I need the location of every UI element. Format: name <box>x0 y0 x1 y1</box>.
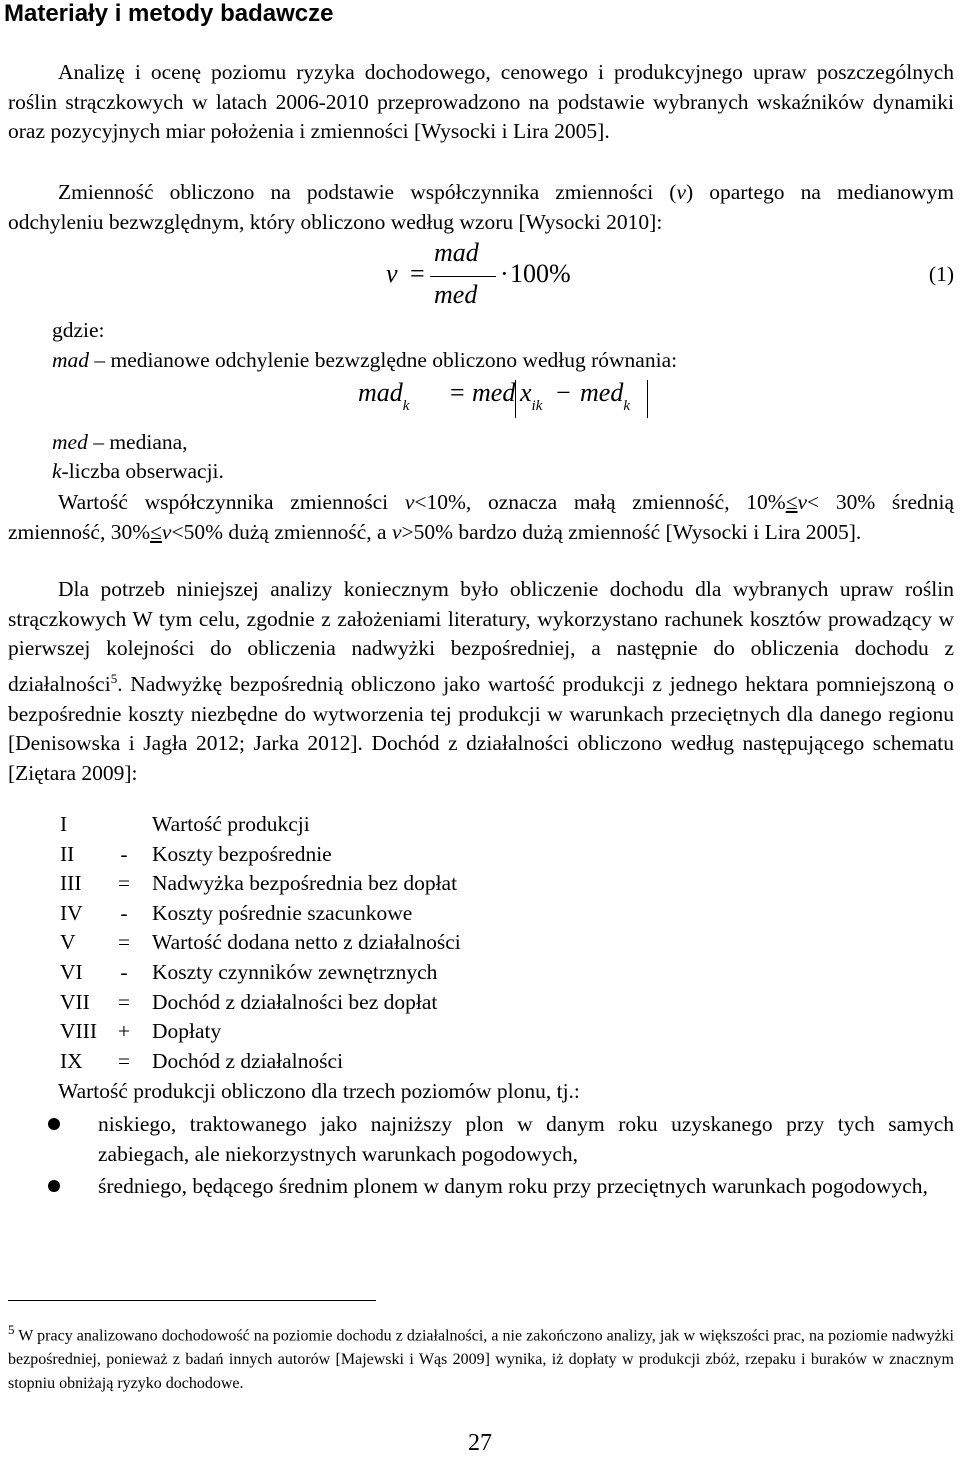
scheme-op: - <box>120 901 128 925</box>
scheme-text: Koszty czynników zewnętrznych <box>152 960 438 984</box>
paragraph-variation-text-b: ) opartego na medianowym odchyleniu bezwzględnym, który obliczono według wzoru [Wysocki 2010]: <box>8 180 955 234</box>
scheme-text: Koszty pośrednie szacunkowe <box>152 901 413 925</box>
scheme-op: = <box>117 1049 131 1073</box>
equation-2-med: med <box>472 378 516 407</box>
eq2-x-sym: x <box>520 378 532 407</box>
bullet-icon <box>48 1180 60 1192</box>
scheme-text: Dopłaty <box>152 1019 222 1043</box>
scheme-num: VI <box>60 960 83 984</box>
paragraph-variation-text-a: Zmienność obliczono na podstawie współczynnika zmienności ( <box>58 180 677 204</box>
symbol-mad: mad <box>52 348 90 372</box>
paragraph-variation <box>8 178 954 237</box>
equation-2-med2 <box>580 378 630 414</box>
variable-v: v <box>676 180 686 204</box>
bullet-item-low: niskiego, traktowanego jako najniższy plon w danym roku uzyskanego przy tych samych zabiegach, ale niekorzystnych warunkach pogodowych, <box>98 1112 954 1166</box>
scheme-num: II <box>60 842 75 866</box>
p3-text-a: Wartość współczynnika zmienności <box>58 490 405 514</box>
bullet-item-mid: średniego, będącego średnim plonem w danym roku przy przeciętnych warunkach pogodowych, <box>98 1174 928 1198</box>
equation-1-dot: · <box>500 259 509 288</box>
fraction-bar <box>430 276 496 277</box>
p3-v4: v <box>391 519 402 544</box>
levels-intro: Wartość produkcji obliczono dla trzech poziomów plonu, tj.: <box>58 1079 580 1103</box>
p3-v2: v <box>797 490 808 514</box>
scheme-text: Nadwyżka bezpośrednia bez dopłat <box>152 871 458 895</box>
footnote-separator <box>8 1300 376 1301</box>
scheme-text: Wartość dodana netto z działalności <box>152 930 461 954</box>
paragraph-thresholds <box>8 488 954 547</box>
definition-med <box>52 430 188 455</box>
scheme-text: Wartość produkcji <box>152 812 310 836</box>
equation-2-equals: = <box>450 378 465 407</box>
symbol-med: med <box>52 430 88 454</box>
definition-k-text: -liczba obserwacji. <box>61 459 224 483</box>
paragraph-intro-text: Analizę i ocenę poziomu ryzyka dochodowego, cenowego i produkcyjnego upraw poszczególnych roślin strączkowych w latach 2006-2010 przeprowadzono na podstawie wybranych wskaźników dynamiki oraz pozycyjnych miar położenia i zmienności [Wysocki i Lira 2005]. <box>8 60 954 144</box>
p3-v3: v <box>161 519 172 544</box>
equation-2-mad <box>358 378 410 414</box>
equation-2 <box>358 378 658 422</box>
scheme-num: IV <box>60 901 83 925</box>
paragraph-intro <box>8 58 954 147</box>
eq2-sub-k: k <box>402 398 410 414</box>
scheme-op: = <box>117 930 131 954</box>
definition-k <box>52 459 224 484</box>
scheme-op: = <box>117 871 131 895</box>
where-label: gdzie: <box>52 318 105 342</box>
p4-text-b: . Nadwyżkę bezpośrednią obliczono jako wartość produkcji z jednego hektara pomniejszoną o bezpośrednie koszty niezbędne do wytworzenia tej produkcji w warunkach przeciętnych dla danego regionu [Denisowska i Jagła 2012; Jarka 2012]. Dochód z działalności obliczono według następującego schematu [Ziętara 2009]: <box>8 671 954 785</box>
definition-mad-text: – medianowe odchylenie bezwzględne obliczono według równania: <box>89 348 678 372</box>
eq2-med2-sym: med <box>580 378 624 407</box>
scheme-op: = <box>117 990 131 1014</box>
equation-1 <box>370 238 610 320</box>
eq2-sub-k2: k <box>623 398 630 414</box>
page-number: 27 <box>468 1430 492 1456</box>
scheme-num: IX <box>60 1049 83 1073</box>
equation-1-factor: 100% <box>510 259 571 288</box>
scheme-text: Koszty bezpośrednie <box>152 842 332 866</box>
paragraph-income <box>8 575 954 788</box>
abs-bar-left <box>515 380 516 418</box>
equation-1-equals: = <box>410 259 425 288</box>
p3-text-d: <50% dużą zmienność, a <box>171 519 392 544</box>
p3-text-c: < 30% średnią zmienność, 30% <box>8 490 955 544</box>
scheme-num: III <box>60 871 82 895</box>
scheme-num: I <box>60 812 68 836</box>
equation-2-minus: − <box>556 378 571 407</box>
equation-1-numerator: mad <box>434 238 479 267</box>
equation-2-x <box>520 378 543 414</box>
footnote <box>8 1318 954 1396</box>
footnote-ref[interactable]: 5 <box>110 670 118 686</box>
eq2-sub-ik: ik <box>531 398 543 414</box>
definition-mad <box>52 348 677 373</box>
bullet-icon <box>48 1118 60 1130</box>
scheme-op: + <box>117 1019 131 1043</box>
scheme-op: - <box>120 960 128 984</box>
footnote-text: W pracy analizowano dochodowość na poziomie dochodu z działalności, a nie zakończono analizy, jak w większości prac, na poziomie nadwyżki bezpośredniej, ponieważ z badań innych autorów [Majewski i Wąs 2009] wynika, iż dopłaty w produkcji zbóż, rzepaku i buraków w znacznym stopniu obniżają ryzyko dochodowe. <box>8 1327 954 1393</box>
equation-1-lhs: v <box>386 259 398 288</box>
p3-le2: ≤ <box>150 519 162 544</box>
definition-med-text: – mediana, <box>87 430 188 454</box>
p4-text-a: Dla potrzeb niniejszej analizy koniecznym było obliczenie dochodu dla wybranych upraw roślin strączkowych W tym celu, zgodnie z założeniami literatury, wykorzystano rachunek kosztów prowadzący w pierwszej kolejności do obliczenia nadwyżki bezpośredniej, a następnie do obliczenia dochodu z działalności <box>8 577 954 696</box>
equation-1-number: (1) <box>928 262 954 286</box>
abs-bar-right <box>647 380 648 418</box>
p3-v1: v <box>404 490 415 514</box>
footnote-number: 5 <box>8 1322 15 1337</box>
scheme-op: - <box>120 842 128 866</box>
p3-le1: ≤ <box>785 490 798 514</box>
section-heading: Materiały i metody badawcze <box>4 0 334 27</box>
eq2-mad-sym: mad <box>358 378 403 407</box>
scheme-text: Dochód z działalności bez dopłat <box>152 990 438 1014</box>
p3-text-e: >50% bardzo dużą zmienność [Wysocki i Lira 2005]. <box>401 519 862 544</box>
symbol-k: k <box>52 459 62 483</box>
scheme-num: VII <box>60 990 90 1014</box>
scheme-num: V <box>60 930 76 954</box>
p3-text-b: <10%, oznacza małą zmienność, 10% <box>414 490 786 514</box>
equation-1-denominator: med <box>434 280 478 309</box>
scheme-text: Dochód z działalności <box>152 1049 344 1073</box>
scheme-num: VIII <box>60 1019 98 1043</box>
